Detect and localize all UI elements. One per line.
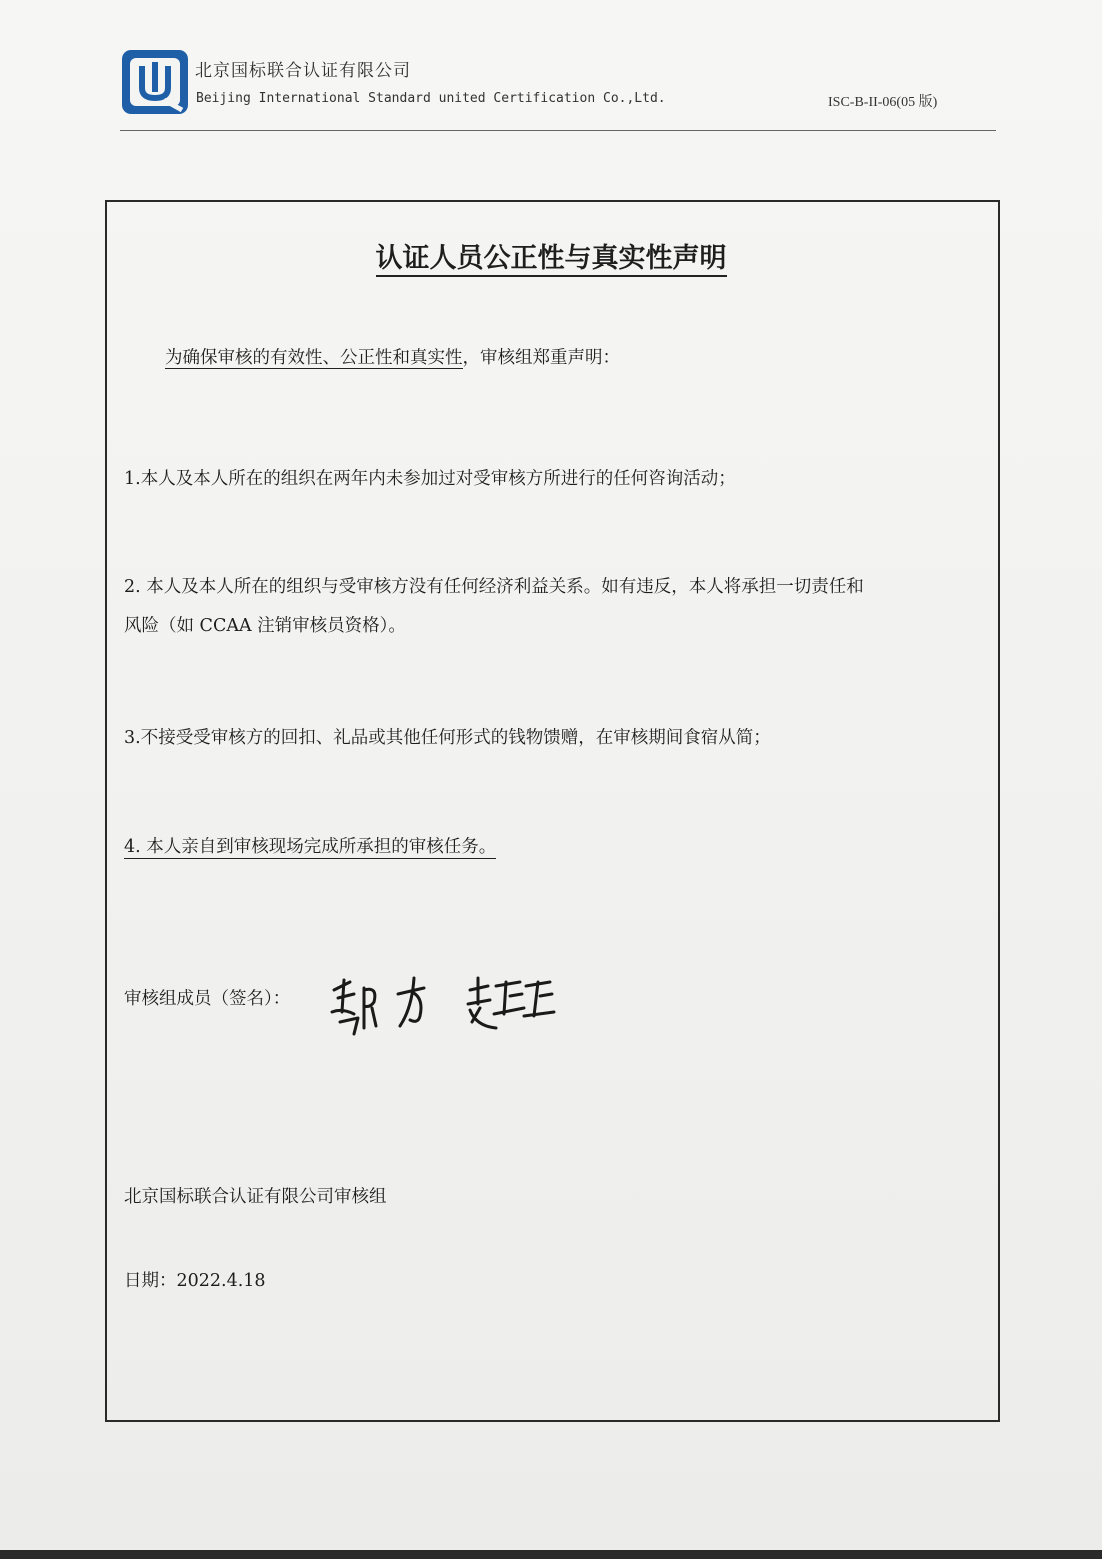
declaration-item-1: 1.本人及本人所在的组织在两年内未参加过对受审核方所进行的任何咨询活动；: [124, 469, 736, 489]
declaration-item-4: 4. 本人亲自到审核现场完成所承担的审核任务。: [124, 837, 497, 857]
company-name-chinese: 北京国标联合认证有限公司: [195, 61, 411, 81]
header-divider: [120, 130, 996, 131]
intro-statement: [165, 344, 620, 369]
signature-label: 审核组成员（签名）：: [124, 989, 291, 1009]
company-logo-icon: [120, 48, 190, 116]
photo-bottom-edge: [0, 1550, 1102, 1559]
declaration-frame: [105, 200, 1000, 1422]
intro-rest-text: ，审核组郑重声明：: [462, 348, 620, 368]
organization-name: 北京国标联合认证有限公司审核组: [124, 1187, 387, 1207]
declaration-item-3: 3.不接受受审核方的回扣、礼品或其他任何形式的钱物馈赠，在审核期间食宿从简；: [124, 728, 771, 748]
company-name-english: Beijing International Standard united Certification Co.,Ltd.: [196, 91, 666, 106]
form-code: ISC-B-II-06(05 版): [828, 95, 938, 110]
handwritten-signature: [320, 968, 560, 1048]
intro-underlined-text: 为确保审核的有效性、公正性和真实性: [165, 348, 463, 368]
document-title: 认证人员公正性与真实性声明: [0, 236, 1102, 275]
date-line: 日期：2022.4.18: [124, 1271, 266, 1291]
declaration-item-2-line-1: 2. 本人及本人所在的组织与受审核方没有任何经济利益关系。如有违反，本人将承担一切责任和: [124, 577, 864, 597]
declaration-item-2-line-2: 风险（如 CCAA 注销审核员资格）。: [124, 616, 406, 636]
